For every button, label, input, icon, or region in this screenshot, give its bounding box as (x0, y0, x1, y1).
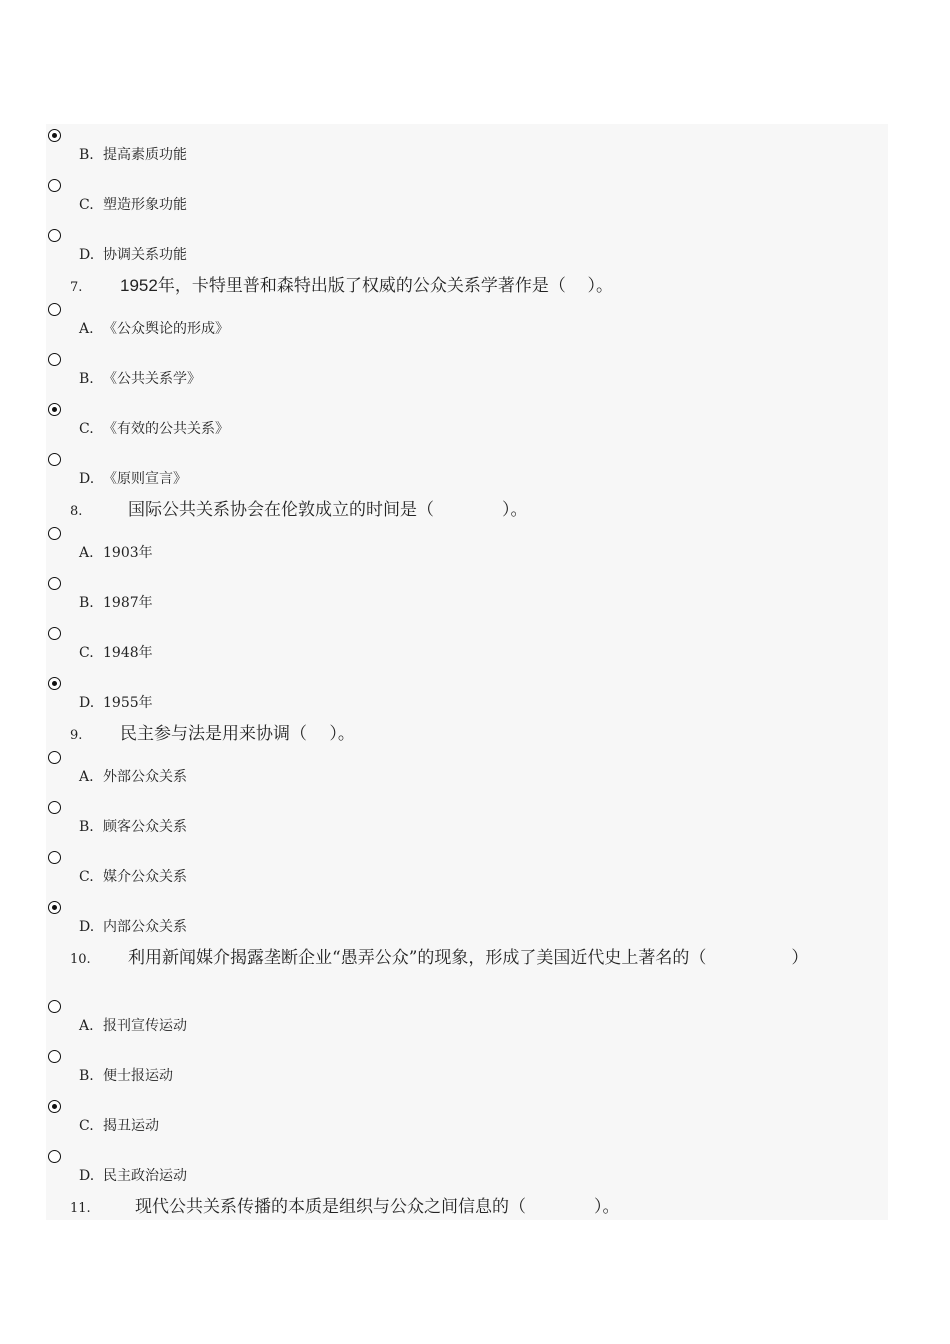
q9-option-a (79, 768, 187, 786)
option-letter: D. (79, 919, 95, 935)
question-8 (70, 499, 528, 523)
option-letter: C. (79, 645, 94, 661)
q7-option-c-radio[interactable] (48, 403, 61, 416)
option-letter: B. (79, 371, 94, 387)
q8-option-a-radio[interactable] (48, 527, 61, 540)
question-text: 1952年，卡特里普和森特出版了权威的公众关系学著作是（ ）。 (120, 276, 614, 295)
option-letter: A. (79, 1018, 94, 1034)
q6-option-b (79, 146, 187, 164)
option-letter: D. (79, 247, 95, 263)
option-letter: C. (79, 421, 94, 437)
option-text: 1955年 (103, 695, 153, 711)
q9-option-c (79, 868, 187, 886)
q10-option-d-radio[interactable] (48, 1150, 61, 1163)
option-text: 《原则宣言》 (103, 471, 187, 487)
option-text: 1948年 (103, 645, 153, 661)
q9-option-d (79, 918, 187, 936)
q10-option-a-radio[interactable] (48, 1000, 61, 1013)
q7-option-b-radio[interactable] (48, 353, 61, 366)
q9-option-a-radio[interactable] (48, 751, 61, 764)
q7-option-d (79, 470, 187, 488)
q6-option-c (79, 196, 187, 214)
question-10 (70, 947, 808, 971)
q10-option-d (79, 1167, 187, 1185)
question-11 (70, 1196, 620, 1220)
q9-option-d-radio[interactable] (48, 901, 61, 914)
question-text: 利用新闻媒介揭露垄断企业“愚弄公众”的现象，形成了美国近代史上著名的（ ） (128, 948, 809, 968)
question-7 (70, 275, 613, 299)
q10-option-a (79, 1017, 187, 1035)
question-text: 现代公共关系传播的本质是组织与公众之间信息的（ ）。 (135, 1197, 620, 1217)
q9-option-c-radio[interactable] (48, 851, 61, 864)
question-text: 国际公共关系协会在伦敦成立的时间是（ ）。 (128, 500, 528, 520)
q8-option-b (79, 594, 153, 612)
option-letter: B. (79, 595, 94, 611)
option-text: 内部公众关系 (103, 919, 187, 935)
question-number: 10. (70, 952, 91, 967)
q6-option-d-radio[interactable] (48, 229, 61, 242)
option-text: 《公共关系学》 (103, 371, 201, 387)
option-letter: C. (79, 869, 94, 885)
option-text: 便士报运动 (103, 1068, 173, 1084)
option-text: 《有效的公共关系》 (103, 421, 229, 437)
question-number: 7. (70, 280, 83, 295)
q9-option-b (79, 818, 187, 836)
option-text: 顾客公众关系 (103, 819, 187, 835)
q8-option-a (79, 544, 153, 562)
q7-option-a-radio[interactable] (48, 303, 61, 316)
q7-option-d-radio[interactable] (48, 453, 61, 466)
option-letter: A. (79, 321, 94, 337)
option-letter: B. (79, 147, 94, 163)
q9-option-b-radio[interactable] (48, 801, 61, 814)
option-letter: C. (79, 197, 94, 213)
question-number: 8. (70, 504, 83, 519)
option-text: 外部公众关系 (103, 769, 187, 785)
q8-option-b-radio[interactable] (48, 577, 61, 590)
option-letter: B. (79, 819, 94, 835)
q7-option-c (79, 420, 229, 438)
option-letter: D. (79, 471, 95, 487)
q6-option-b-radio[interactable] (48, 129, 61, 142)
q6-option-c-radio[interactable] (48, 179, 61, 192)
option-letter: A. (79, 545, 94, 561)
question-number: 9. (70, 728, 83, 743)
q10-option-b-radio[interactable] (48, 1050, 61, 1063)
q7-option-b (79, 370, 201, 388)
q10-option-c (79, 1117, 159, 1135)
q10-option-b (79, 1067, 173, 1085)
option-letter: B. (79, 1068, 94, 1084)
q6-option-d (79, 246, 187, 264)
q8-option-c (79, 644, 153, 662)
option-text: 揭丑运动 (103, 1118, 159, 1134)
option-text: 《公众舆论的形成》 (103, 321, 229, 337)
q8-option-d-radio[interactable] (48, 677, 61, 690)
option-text: 1987年 (103, 595, 153, 611)
option-text: 报刊宣传运动 (103, 1018, 187, 1034)
question-text: 民主参与法是用来协调（ ）。 (120, 724, 355, 744)
option-text: 提高素质功能 (103, 147, 187, 163)
q8-option-d (79, 694, 153, 712)
option-letter: D. (79, 1168, 95, 1184)
option-text: 民主政治运动 (103, 1168, 187, 1184)
q10-option-c-radio[interactable] (48, 1100, 61, 1113)
option-letter: D. (79, 695, 95, 711)
option-text: 协调关系功能 (103, 247, 187, 263)
option-text: 塑造形象功能 (103, 197, 187, 213)
option-text: 1903年 (103, 545, 153, 561)
q7-option-a (79, 320, 229, 338)
question-9 (70, 723, 355, 747)
option-letter: C. (79, 1118, 94, 1134)
q8-option-c-radio[interactable] (48, 627, 61, 640)
option-text: 媒介公众关系 (103, 869, 187, 885)
option-letter: A. (79, 769, 94, 785)
question-number: 11. (70, 1201, 91, 1216)
